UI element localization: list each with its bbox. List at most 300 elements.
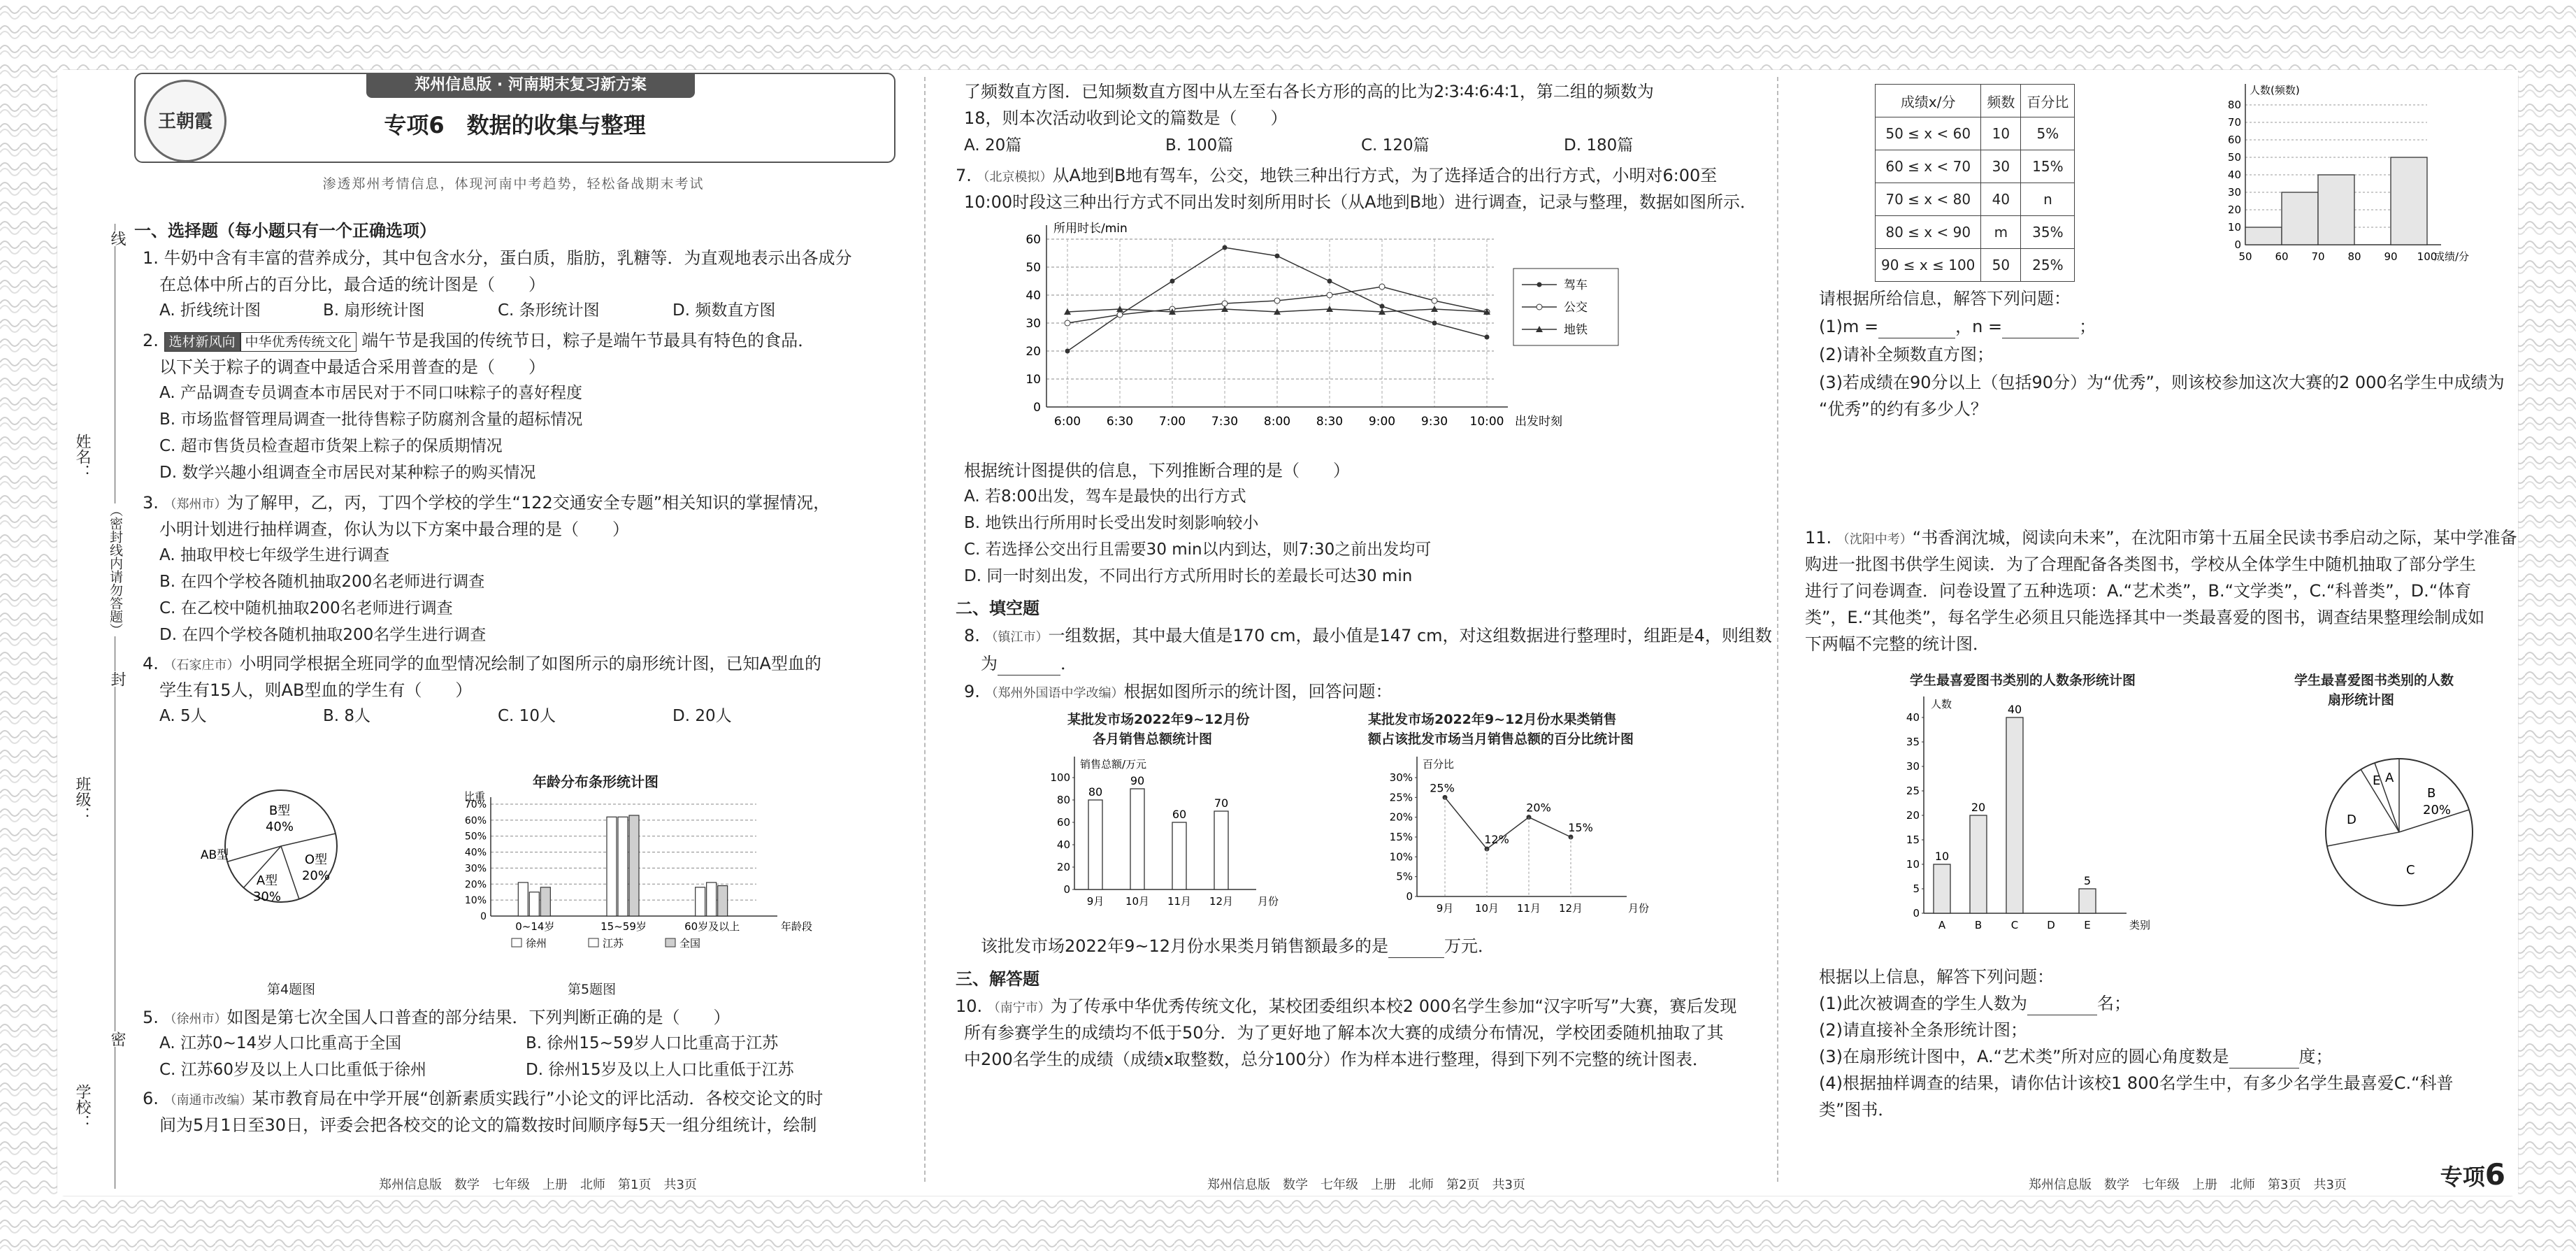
q5-ylabel: 比重 <box>463 790 485 803</box>
q9b-category-label: 12月 <box>1558 902 1583 915</box>
q8-answer-blank[interactable] <box>998 658 1060 675</box>
q11-s3-a: (3)在扇形统计图中，A.“艺术类”所对应的圆心角度数是 <box>1819 1047 2229 1066</box>
q1-line1: 1. 牛奶中含有丰富的营养成分，其中包含水分，蛋白质，脂肪，乳糖等．为直观地表示出各成分 <box>143 248 852 268</box>
q11-xlabel: 类别 <box>2129 919 2151 931</box>
q5-option-a: A. 江苏0~14岁人口比重高于全国 <box>159 1034 402 1052</box>
q7-xtick-label: 9:00 <box>1368 415 1396 429</box>
q8-text: 一组数据，其中最大值是170 cm，最小值是147 cm，对这组数据进行整理时，组距是4，则组数 <box>1048 626 1772 645</box>
q11-category-label: A <box>1938 919 1946 931</box>
q7-ytick-label: 30 <box>1026 317 1041 331</box>
q7-point <box>1275 254 1280 259</box>
header-slogan: 渗透郑州考情信息，体现河南中考趋势，轻松备战期末考试 <box>322 176 705 192</box>
q9b-ytick-label: 20% <box>1389 810 1413 824</box>
q9-answer-b: 万元． <box>1444 936 1495 956</box>
q5-legend-label: 全国 <box>679 937 701 950</box>
q11-ytick-label: 25 <box>1906 785 1920 797</box>
q10-xtick-label: 50 <box>2238 250 2252 263</box>
q10-ytick-label: 20 <box>2227 203 2241 216</box>
line-mark: 线 <box>106 231 128 246</box>
q7-point <box>1432 298 1437 303</box>
table-cell: 10 <box>1981 117 2021 150</box>
q4-option-a: A. 5人 <box>159 707 207 725</box>
table-header-cell: 成绩x/分 <box>1876 85 1981 117</box>
q7-source: （北京模拟） <box>977 170 1053 185</box>
q9b-point-label: 12% <box>1484 833 1509 846</box>
q9b-ytick-label: 10% <box>1389 850 1413 864</box>
q7-legend-label: 公交 <box>1564 301 1588 315</box>
q9b-point-label: 20% <box>1526 801 1551 815</box>
q10-ylabel: 人数(频数) <box>2250 84 2300 96</box>
header <box>134 73 895 163</box>
q9-line1: 9. （郑州外国语中学改编）根据如图所示的统计图，回答问题： <box>964 682 1393 701</box>
q6-option-d: D. 180篇 <box>1564 136 1634 155</box>
q11-ytick-label: 10 <box>1906 858 1920 871</box>
q11-pie-label-c: C <box>2406 863 2415 878</box>
q11-pie-label-b: B <box>2427 786 2436 801</box>
q7-xtick-label: 8:30 <box>1316 415 1344 429</box>
q10-bar <box>2282 192 2318 245</box>
q11-subq-2: (2)请直接补全条形统计图； <box>1819 1020 2027 1040</box>
q11-pie-pct-b: 20% <box>2423 803 2452 817</box>
q5-bar <box>718 886 728 916</box>
q7-option-a: A. 若8:00出发，驾车是最快的出行方式 <box>964 487 1246 506</box>
q5-bar <box>518 882 528 916</box>
q9-answer-blank[interactable] <box>1388 941 1444 958</box>
table-cell: m <box>1981 216 2021 249</box>
q7-point <box>1327 279 1332 284</box>
q9b-line-chart <box>1375 750 1669 917</box>
q9b-xlabel: 月份 <box>1628 902 1650 915</box>
q9a-bar-value: 80 <box>1088 785 1103 799</box>
q11-line5: 下两幅不完整的统计图． <box>1805 634 1989 654</box>
q9a-bar-value: 90 <box>1130 774 1145 787</box>
q3-text: 为了解甲，乙，丙，丁四个学校的学生“122交通安全专题”相关知识的掌握情况， <box>226 493 830 513</box>
q6-option-a: A. 20篇 <box>964 136 1022 155</box>
q9b-category-label: 10月 <box>1474 902 1499 915</box>
q4-line2: 学生有15人，则AB型血的学生有（ ） <box>159 680 473 700</box>
q9a-bar <box>1088 800 1102 889</box>
q6-line3: 了频数直方图．已知频数直方图中从左至右各长方形的高的比为2∶3∶4∶6∶4∶1，第二组的频数为 <box>964 82 1654 101</box>
q11-category-label: C <box>2010 919 2019 931</box>
q4-line1: 4. （石家庄市）小明同学根据全班同学的血型情况绘制了如图所示的扇形统计图，已知A型血的 <box>143 654 821 673</box>
q11-category-label: B <box>1974 919 1983 931</box>
q9a-ytick-label: 20 <box>1056 861 1070 873</box>
q9b-category-label: 9月 <box>1436 902 1454 915</box>
q3-option-a: A. 抽取甲校七年级学生进行调查 <box>159 546 389 564</box>
table-cell: 70 ≤ x < 80 <box>1876 183 1981 216</box>
q5-bar <box>540 887 550 916</box>
q9a-bar-chart <box>1026 750 1291 917</box>
q4-pie-pct-o: 20% <box>301 868 331 883</box>
q10-s1-c: ； <box>2079 317 2096 336</box>
q11-intro: 根据以上信息，解答下列问题： <box>1819 967 2054 987</box>
q5-option-d: D. 徐州15岁及以上人口比重低于江苏 <box>526 1061 794 1079</box>
q7-xtick-label: 7:30 <box>1211 415 1239 429</box>
q7-text: 从A地到B地有驾车，公交，地铁三种出行方式，为了选择适合的出行方式，小明对6:00至 <box>1052 166 1718 185</box>
q4-pie-label-o: O型 <box>304 852 328 867</box>
table-header-cell: 百分比 <box>2021 85 2075 117</box>
q11-line3: 进行了问卷调查．问卷设置了五种选项：A.“艺术类”，B.“文学类”，C.“科普类”，D.“体育 <box>1805 581 2472 601</box>
q1-option-c: C. 条形统计图 <box>498 301 600 320</box>
q10-histogram <box>2203 77 2497 294</box>
table-row <box>1876 150 2075 183</box>
q10-ytick-label: 10 <box>2227 221 2241 234</box>
q9-answer-a: 该批发市场2022年9~12月份水果类月销售额最多的是 <box>981 936 1388 956</box>
q5-ytick-label: 70% <box>464 799 487 810</box>
q5-line1: 5. （徐州市）如图是第七次全国人口普查的部分结果．下列判断正确的是（ ） <box>143 1008 731 1027</box>
q11-category-label: E <box>2084 919 2091 931</box>
q11-bar-value: 5 <box>2083 874 2092 887</box>
q5-chart-title: 年龄分布条形统计图 <box>533 773 659 790</box>
q2-line2: 以下关于粽子的调查中最适合采用普查的是（ ） <box>159 357 545 377</box>
q8-line2-b: ． <box>1060 654 1077 673</box>
q5-legend-swatch <box>665 938 675 947</box>
q7-option-c: C. 若选择公交出行且需要30 min以内到达，则7:30之前出发均可 <box>964 541 1432 559</box>
q10-ytick-label: 70 <box>2227 116 2241 129</box>
q11-bar <box>2006 717 2023 913</box>
q11-text: “书香润沈城，阅读向未来”，在沈阳市第十五届全民读书季启动之际，某中学准备 <box>1912 528 2517 548</box>
q8-source: （镇江市） <box>985 630 1049 645</box>
q7-xtick-label: 7:00 <box>1158 415 1186 429</box>
column-3 <box>1805 70 2517 1196</box>
q2-tag-2: 中华优秀传统文化 <box>240 332 357 352</box>
q10-ytick-label: 60 <box>2227 134 2241 146</box>
q10-line2: 所有参赛学生的成绩均不低于50分．为了更好地了解本次大赛的成绩分布情况，学校团委随机抽取了其 <box>964 1023 1724 1043</box>
q11-bar <box>1970 815 1987 913</box>
q7-point <box>1222 301 1228 306</box>
q9a-bar <box>1214 811 1228 889</box>
column-2 <box>956 70 1772 1196</box>
q2-option-d: D. 数学兴趣小组调查全市居民对某种粽子的购买情况 <box>159 464 536 482</box>
table-cell: 15% <box>2021 150 2075 183</box>
q4-pie-label-a: A型 <box>256 873 278 888</box>
q10-source: （南宁市） <box>987 1001 1051 1015</box>
q4-text: 小明同学根据全班同学的血型情况绘制了如图所示的扇形统计图，已知A型血的 <box>239 654 821 673</box>
q11-pie-label-e: E <box>2373 773 2381 788</box>
q11-bar <box>2079 889 2096 913</box>
q5-bar <box>707 882 717 916</box>
q11-line4: 类”，E.“其他类”，每名学生必须且只能选择其中一类最喜爱的图书，调查结果整理绘制成如 <box>1805 608 2485 627</box>
q5-bar <box>529 892 539 916</box>
q7-point <box>1432 321 1437 326</box>
q7-xtick-label: 8:00 <box>1263 415 1291 429</box>
q10-subq-3a: (3)若成绩在90分以上（包括90分）为“优秀”，则该校参加这次大赛的2 000名学生中成绩为 <box>1819 373 2505 392</box>
corner-badge <box>2440 1157 2505 1192</box>
q9b-point-label: 15% <box>1568 821 1593 834</box>
table-cell: 5% <box>2021 117 2075 150</box>
footer-page-3: 郑州信息版 数学 七年级 上册 北师 第3页 共3页 <box>2029 1178 2347 1192</box>
q9b-category-label: 11月 <box>1516 902 1541 915</box>
q11-ylabel: 人数 <box>1931 698 1952 710</box>
q10-ytick-label: 40 <box>2227 169 2241 181</box>
q10-ytick-label: 0 <box>2234 238 2241 251</box>
q9a-ytick-label: 0 <box>1063 883 1070 896</box>
q7-point <box>1327 292 1332 298</box>
q8-line1: 8. （镇江市）一组数据，其中最大值是170 cm，最小值是147 cm，对这组数据进行整理时，组距是4，则组数 <box>964 626 1772 645</box>
q11-ytick-label: 0 <box>1913 907 1920 920</box>
q7-line1: 7. （北京模拟）从A地到B地有驾车，公交，地铁三种出行方式，为了选择适合的出行方式，小明对6:00至 <box>956 166 1718 185</box>
q11-ytick-label: 30 <box>1906 760 1920 773</box>
q5-bar <box>607 817 617 916</box>
q3-line1: 3. （郑州市）为了解甲，乙，丙，丁四个学校的学生“122交通安全专题”相关知识的掌握情况， <box>143 493 830 513</box>
q11-s1-a: (1)此次被调查的学生人数为 <box>1819 994 2027 1013</box>
q5-ytick-label: 60% <box>464 815 487 827</box>
q5-bar <box>629 815 639 916</box>
q5-ytick-label: 50% <box>464 831 487 843</box>
table-cell: 25% <box>2021 249 2075 282</box>
table-cell: n <box>2021 183 2075 216</box>
q5-figure-caption: 第5题图 <box>568 982 617 997</box>
q9a-category-label: 10月 <box>1125 895 1150 908</box>
q5-legend-label: 徐州 <box>526 937 547 950</box>
q10-subq-2: (2)请补全频数直方图； <box>1819 345 1994 364</box>
q11-bar-value: 20 <box>1971 801 1986 814</box>
q11-line1: 11. （沈阳中考）“书香润沈城，阅读向未来”，在沈阳市第十五届全民读书季启动之际，某中学准备 <box>1805 528 2517 548</box>
q9a-title-1: 某批发市场2022年9~12月份 <box>1067 712 1250 727</box>
q11-pie-label-d: D <box>2347 813 2356 827</box>
q11-bar-value: 40 <box>2007 703 2022 716</box>
q2-option-a: A. 产品调查专员调查本市居民对于不同口味粽子的喜好程度 <box>159 384 582 402</box>
q6-line4: 18，则本次活动收到论文的篇数是（ ） <box>964 108 1288 128</box>
section-1-title: 一、选择题（每小题只有一个正确选项） <box>134 221 436 241</box>
q2-text: 端午节是我国的传统节日，粽子是端午节最具有特色的食品． <box>361 331 815 350</box>
column-divider-2 <box>1777 77 1778 1182</box>
q7-point <box>1170 279 1175 284</box>
q5-category-label: 60岁及以上 <box>684 920 740 933</box>
q7-ytick-label: 10 <box>1026 373 1041 387</box>
q7-line2: 10:00时段这三种出行方式不同出发时刻所用时长（从A地到B地）进行调查，记录与整理，数据如图所示． <box>964 192 1757 212</box>
q9a-category-label: 9月 <box>1086 895 1104 908</box>
q9b-title-1: 某批发市场2022年9~12月份水果类销售 <box>1368 712 1617 727</box>
table-cell: 50 <box>1981 249 2021 282</box>
q11-angle-blank[interactable] <box>2229 1051 2299 1068</box>
q10-subq-1 <box>1819 315 2096 338</box>
q10-score-table <box>1875 84 2075 282</box>
q10-text: 为了传承中华优秀传统文化，某校团委组织本校2 000名学生参加“汉字听写”大赛，赛后发现 <box>1050 996 1737 1016</box>
q7-xtick-label: 6:00 <box>1053 415 1081 429</box>
q4-pie-chart <box>197 769 379 930</box>
q4-option-d: D. 20人 <box>672 707 732 725</box>
q5-category-label: 15~59岁 <box>600 920 647 933</box>
q5-legend-swatch <box>512 938 521 947</box>
logo-text: 王朝霞 <box>157 111 213 132</box>
table-row <box>1876 183 2075 216</box>
corner-number: 6 <box>2484 1157 2505 1192</box>
q9a-ytick-label: 40 <box>1056 838 1070 851</box>
q9-text: 根据如图所示的统计图，回答问题： <box>1123 682 1393 701</box>
q11-ytick-label: 40 <box>1906 711 1920 724</box>
q7-point <box>1379 284 1385 289</box>
q5-option-b: B. 徐州15~59岁人口比重高于江苏 <box>526 1034 779 1052</box>
q11-ytick-label: 35 <box>1906 736 1920 748</box>
header-band: 郑州信息版 · 河南期末复习新方案 <box>366 73 695 98</box>
table-row <box>1876 216 2075 249</box>
q10-s1-b: ，n = <box>1955 317 2003 336</box>
table-cell: 90 ≤ x ≤ 100 <box>1876 249 1981 282</box>
q1-line2: 在总体中所占的百分比，最合适的统计图是（ ） <box>159 275 545 294</box>
q2-option-b: B. 市场监督管理局调查一批待售粽子防腐剂含量的超标情况 <box>159 410 583 429</box>
q9a-bar <box>1172 822 1186 889</box>
q7-point <box>1485 335 1490 340</box>
q11-count-blank[interactable] <box>2027 998 2097 1015</box>
q7-option-b: B. 地铁出行所用时长受出发时刻影响较小 <box>964 514 1259 532</box>
q11-subq-1 <box>1819 992 2131 1015</box>
q5-xlabel: 年龄段 <box>780 920 812 933</box>
q4-pie-pct-a: 30% <box>252 889 282 904</box>
q5-legend-swatch <box>589 938 598 947</box>
q5-ytick-label: 30% <box>464 863 487 875</box>
page-title: 专项6 数据的收集与整理 <box>384 112 646 138</box>
footer-page-2: 郑州信息版 数学 七年级 上册 北师 第2页 共3页 <box>1207 1178 1525 1192</box>
q11-s3-b: 度； <box>2298 1047 2333 1066</box>
q5-source: （徐州市） <box>164 1012 227 1027</box>
corner-text: 专项 <box>2440 1164 2485 1190</box>
q9-source: （郑州外国语中学改编） <box>985 686 1124 701</box>
q1-option-a: A. 折线统计图 <box>159 301 261 320</box>
q8-line2 <box>981 652 1077 675</box>
q5-ytick-label: 20% <box>464 879 487 891</box>
binding-strip <box>64 224 127 1189</box>
q5-text: 如图是第七次全国人口普查的部分结果．下列判断正确的是（ ） <box>226 1008 731 1027</box>
table-cell: 40 <box>1981 183 2021 216</box>
q11-bar-chart <box>1889 689 2168 955</box>
q10-xtick-label: 70 <box>2311 250 2325 263</box>
q7-point <box>1065 349 1070 354</box>
q10-s1-a: (1)m = <box>1819 317 1879 336</box>
q6-line2: 间为5月1日至30日，评委会把各校交的论文的篇数按时间顺序每5天一组分组统计，绘制 <box>159 1115 817 1135</box>
q7-legend-marker <box>1537 304 1542 310</box>
q10-n-blank[interactable] <box>2002 321 2079 338</box>
q9b-ytick-label: 30% <box>1389 771 1413 784</box>
table-cell: 30 <box>1981 150 2021 183</box>
q5-bar <box>618 817 628 916</box>
q3-option-b: B. 在四个学校各随机抽取200名老师进行调查 <box>159 573 485 591</box>
q10-xlabel: 成绩/分 <box>2434 250 2470 263</box>
q11-category-label: D <box>2047 919 2055 931</box>
table-header-row <box>1876 85 2075 117</box>
feng-mark: 封 <box>106 671 128 687</box>
q10-bar <box>2391 157 2427 245</box>
q9a-category-label: 11月 <box>1167 895 1192 908</box>
q7-point <box>1274 298 1280 303</box>
q7-legend-label: 驾车 <box>1564 278 1588 292</box>
school-label: 学校： <box>73 1084 91 1130</box>
q7-xtick-label: 10:00 <box>1469 415 1504 429</box>
q9a-bar <box>1130 789 1144 889</box>
q9a-ytick-label: 80 <box>1056 794 1070 806</box>
q11-pie-title-2: 扇形统计图 <box>2328 692 2395 708</box>
q4-figure-caption: 第4题图 <box>267 982 316 997</box>
q10-intro: 请根据所给信息，解答下列问题： <box>1819 289 2071 308</box>
q4-option-c: C. 10人 <box>498 707 556 725</box>
q9a-bar-value: 60 <box>1172 808 1187 821</box>
q11-source: （沈阳中考） <box>1836 532 1913 547</box>
q11-ytick-label: 5 <box>1913 882 1920 895</box>
q4-pie-pct-b: 40% <box>265 820 294 834</box>
q5-bar-chart <box>442 790 833 965</box>
q9b-point-label: 25% <box>1430 781 1455 795</box>
q3-option-c: C. 在乙校中随机抽取200名老师进行调查 <box>159 599 453 617</box>
q6-text: 某市教育局在中学开展“创新素质实践行”小论文的评比活动．各校交论文的时 <box>252 1089 823 1108</box>
q9a-xlabel: 月份 <box>1258 895 1279 908</box>
table-cell: 35% <box>2021 216 2075 249</box>
q6-option-b: B. 100篇 <box>1165 136 1234 155</box>
q3-option-d: D. 在四个学校各随机抽取200名学生进行调查 <box>159 626 487 644</box>
q5-ytick-label: 0 <box>480 911 487 922</box>
q2-tag-1: 选材新风向 <box>164 332 240 352</box>
q10-m-blank[interactable] <box>1878 321 1955 338</box>
q9a-ytick-label: 60 <box>1056 816 1070 829</box>
q2-line1: 2. 选材新风向 中华优秀传统文化 端午节是我国的传统节日，粽子是端午节最具有特色的食品． <box>143 331 815 350</box>
q11-subq-3 <box>1819 1045 2333 1068</box>
q9b-ylabel: 百分比 <box>1423 758 1455 771</box>
q7-xtick-label: 6:30 <box>1106 415 1134 429</box>
q11-subq-4b: 类”图书． <box>1819 1100 1895 1120</box>
q10-bar <box>2245 227 2282 245</box>
q11-ytick-label: 15 <box>1906 834 1920 846</box>
q5-category-label: 0~14岁 <box>515 920 555 933</box>
q9b-title-2: 额占该批发市场当月销售总额的百分比统计图 <box>1368 731 1634 747</box>
q9b-ytick-label: 0 <box>1406 890 1413 903</box>
q6-line1: 6. （南通市改编）某市教育局在中学开展“创新素质实践行”小论文的评比活动．各校交论文的时 <box>143 1089 823 1108</box>
q4-pie-label-ab: AB型 <box>200 848 229 862</box>
q4-pie-label-b: B型 <box>268 803 291 818</box>
q6-source: （南通市改编） <box>164 1093 252 1108</box>
q10-xtick-label: 100 <box>2417 250 2438 263</box>
q7-xlabel: 出发时刻 <box>1515 415 1562 429</box>
section-2-title: 二、填空题 <box>956 599 1039 618</box>
table-cell: 60 ≤ x < 70 <box>1876 150 1981 183</box>
q5-bar <box>696 887 705 916</box>
q10-xtick-label: 80 <box>2347 250 2361 263</box>
table-header-cell: 频数 <box>1981 85 2021 117</box>
q7-ytick-label: 0 <box>1033 401 1041 415</box>
q9b-ytick-label: 5% <box>1396 870 1413 883</box>
q8-line2-a: 为 <box>981 654 998 673</box>
q7-point <box>1380 304 1385 309</box>
q11-line2: 购进一批图书供学生阅读．为了合理配备各类图书，学校从全体学生中随机抽取了部分学生 <box>1805 555 2476 574</box>
q10-subq-3b: “优秀”的约有多少人？ <box>1819 399 1987 419</box>
q5-option-c: C. 江苏60岁及以上人口比重低于徐州 <box>159 1061 426 1079</box>
q11-bar-value: 10 <box>1934 850 1950 863</box>
q10-xtick-label: 60 <box>2275 250 2289 263</box>
q10-line1: 10. （南宁市）为了传承中华优秀传统文化，某校团委组织本校2 000名学生参加“汉字听写”大赛，赛后发现 <box>956 996 1737 1016</box>
q10-xtick-label: 90 <box>2384 250 2398 263</box>
q10-ytick-label: 80 <box>2227 99 2241 111</box>
q3-line2: 小明计划进行抽样调查，你认为以下方案中最合理的是（ ） <box>159 520 629 539</box>
q11-pie-chart <box>2308 741 2490 923</box>
q7-ylabel: 所用时长/min <box>1053 222 1128 236</box>
mi-mark: 密 <box>106 1031 128 1047</box>
q1-option-b: B. 扇形统计图 <box>323 301 425 320</box>
table-row <box>1876 117 2075 150</box>
q4-source: （石家庄市） <box>164 658 240 673</box>
section-3-title: 三、解答题 <box>956 969 1039 989</box>
q4-option-b: B. 8人 <box>323 707 371 725</box>
q2-option-c: C. 超市售货员检查超市货架上粽子的保质期情况 <box>159 437 503 455</box>
q10-bar <box>2318 175 2354 245</box>
column-1 <box>134 70 893 1196</box>
q3-source: （郑州市） <box>164 497 227 512</box>
q7-line-chart <box>1005 218 1634 456</box>
q7-point <box>1065 320 1070 326</box>
q7-point <box>1223 245 1228 250</box>
q11-pie-label-a: A <box>2385 771 2394 785</box>
q7-ytick-label: 20 <box>1026 345 1041 359</box>
q9a-bar-value: 70 <box>1214 796 1229 810</box>
q7-ytick-label: 50 <box>1026 261 1041 275</box>
q5-legend-label: 江苏 <box>603 937 624 950</box>
